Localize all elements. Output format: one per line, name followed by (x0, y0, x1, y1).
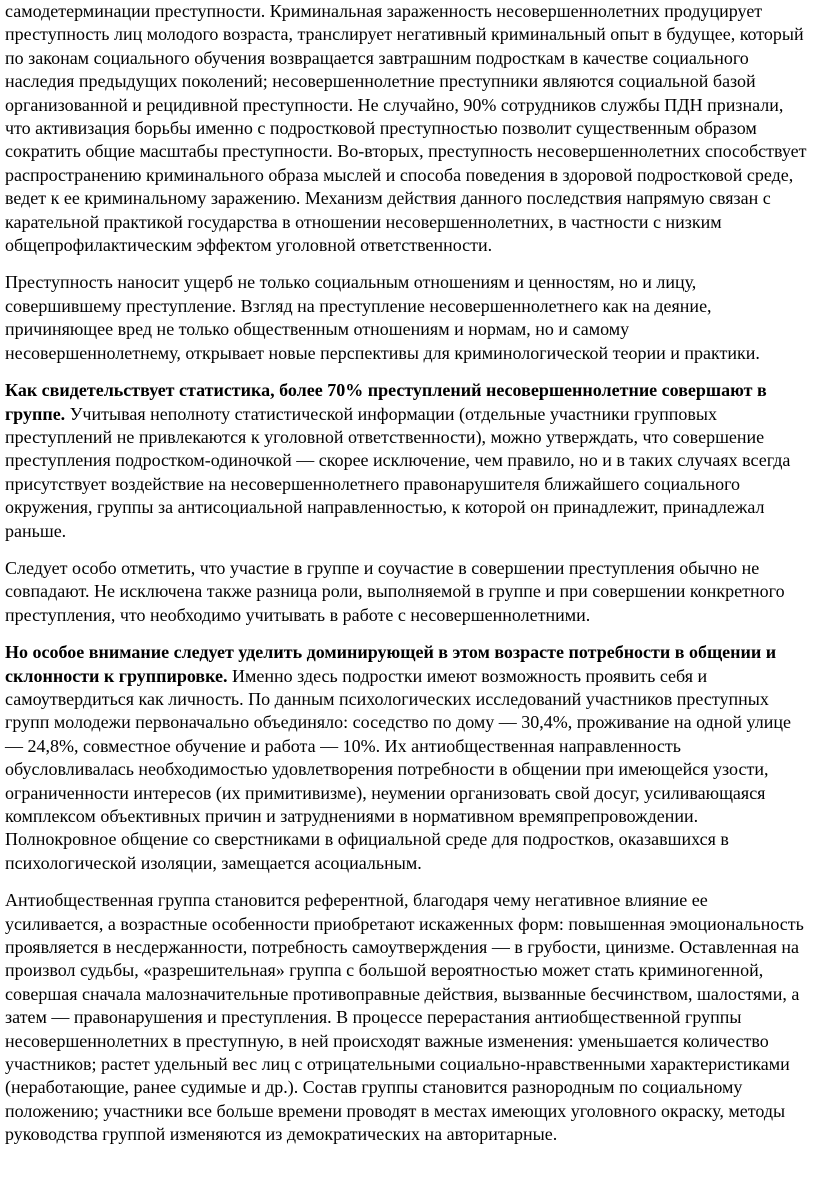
paragraph-lead-bold: Но особое внимание следует уделить доминирующей в этом возрасте потребности в общении и склонности к группировке. (5, 642, 777, 686)
paragraph-group-statistics (5, 379, 809, 543)
paragraph-communication-need (5, 641, 809, 875)
paragraph-antisocial-group (5, 889, 809, 1146)
paragraph-lead-bold: Как свидетельствует статистика, более 70% преступлений несовершеннолетние совершают в группе. (5, 380, 767, 424)
paragraph-text: Следует особо отметить, что участие в группе и соучастие в совершении преступления обычно не совпадают. Не исключена также разница роли, выполняемой в группе и при совершении конкретного преступления, что необходимо учитывать в работе с несовершеннолетними. (5, 557, 785, 625)
paragraph-harm-to-offender (5, 271, 809, 365)
paragraph-text: Преступность наносит ущерб не только социальным отношениям и ценностям, но и лицу, совершившему преступление. Взгляд на преступление несовершеннолетнего как на деяние, причиняющее вред не только общественным отношениям и нормам, но и самому несовершеннолетнему, открывает новые перспективы для криминологической теории и практики. (5, 272, 760, 363)
paragraph-group-participation (5, 557, 809, 627)
paragraph-consequences (5, 0, 809, 257)
paragraph-text: Учитывая неполноту статистической информации (отдельные участники групповых преступлений не привлекаются к уголовной ответственности), можно утверждать, что совершение преступления подростком-одиночкой — скорее исключение, чем правило, но и в таких случаях всегда присутствует воздействие на несовершеннолетнего правонарушителя ближайшего социального окружения, группы за антисоциальной направленностью, к которой он принадлежит, принадлежал раньше. (5, 403, 791, 541)
paragraph-text: Антиобщественная группа становится референтной, благодаря чему негативное влияние ее усиливается, а возрастные особенности приобретают искаженных форм: повышенная эмоциональность проявляется в несдержанности, потребность самоутверждения — в грубости, цинизме. Оставленная на произвол судьбы, «разрешительная» группа с большой вероятностью может стать криминогенной, совершая сначала малозначительные противоправные действия, вызванные бесчинством, шалостями, а затем — правонарушения и преступления. В процессе перерастания антиобщественной группы несовершеннолетних в преступную, в ней происходят важные изменения: уменьшается количество участников; растет удельный вес лиц с отрицательными социально-нравственными характеристиками (неработающие, ранее судимые и др.). Состав группы становится разнородным по социальному положению; участники все больше времени проводят в местах имеющих уголовного окраску, методы руководства группой изменяются из демократических на авторитарные. (5, 890, 804, 1145)
paragraph-text: Именно здесь подростки имеют возможность проявить себя и самоутвердиться как личность. По данным психологических исследований участников преступных групп молодежи первоначально объединяло: соседство по дому — 30,4%, проживание на одной улице — 24,8%, совместное обучение и работа — 10%. Их антиобщественная направленность обусловливалась необходимостью удовлетворения потребности в общении при имеющейся узости, ограниченности интересов (их примитивизме), неумении организовать свой досуг, усиливающаяся комплексом объективных причин и затруднениями в нормативном времяпрепровождении. Полнокровное общение со сверстниками в официальной среде для подростков, оказавшихся в психологической изоляции, замещается асоциальным. (5, 665, 791, 873)
paragraph-text: самодетерминации преступности. Криминальная зараженность несовершеннолетних продуцирует преступность лиц молодого возраста, транслирует негативный криминальный опыт в будущее, который по законам социального обучения возвращается завтрашним подросткам в качестве социального наследия предыдущих поколений; несовершеннолетние преступники являются социальной базой организованной и рецидивной преступности. Не случайно, 90% сотрудников службы ПДН признали, что активизация борьбы именно с подростковой преступностью позволит существенным образом сократить общие масштабы преступности. Во-вторых, преступность несовершеннолетних способствует распространению криминального образа мыслей и способа поведения в здоровой подростковой среде, ведет к ее криминальному заражению. Механизм действия данного последствия напрямую связан с карательной практикой государства в отношении несовершеннолетних, в частности с низким общепрофилактическим эффектом уголовной ответственности. (5, 1, 807, 256)
